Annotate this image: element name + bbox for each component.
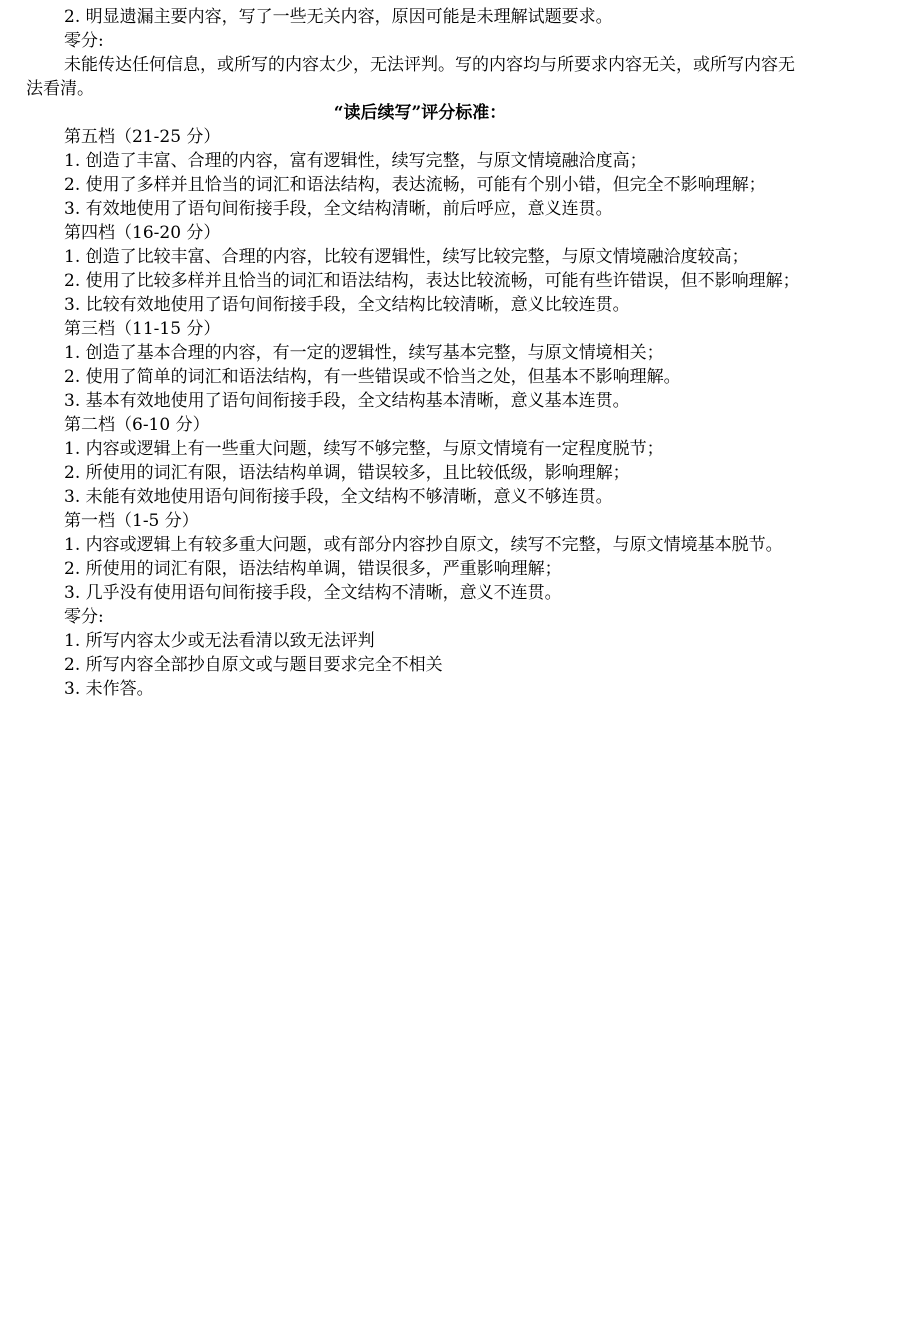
tier-item: 3. 未能有效地使用语句间衔接手段，全文结构不够清晰，意义不够连贯。 [64,487,613,507]
prev-zero-paragraph-line-1: 未能传达任何信息，或所写的内容太少，无法评判。写的内容均与所要求内容无关，或所写内容无 [64,55,795,75]
tier-item: 1. 创造了比较丰富、合理的内容，比较有逻辑性，续写比较完整，与原文情境融洽度较高； [64,247,749,267]
zero-item: 1. 所写内容太少或无法看清以致无法评判 [64,631,375,651]
tier-item: 2. 使用了比较多样并且恰当的词汇和语法结构，表达比较流畅，可能有些许错误，但不影响理解； [64,271,800,291]
tier-item: 3. 有效地使用了语句间衔接手段，全文结构清晰，前后呼应，意义连贯。 [64,199,613,219]
tier-item: 3. 基本有效地使用了语句间衔接手段，全文结构基本清晰，意义基本连贯。 [64,391,630,411]
tier-item: 2. 所使用的词汇有限，语法结构单调，错误很多，严重影响理解； [64,559,562,579]
tier-item: 1. 创造了基本合理的内容，有一定的逻辑性，续写基本完整，与原文情境相关； [64,343,664,363]
tier-item: 2. 所使用的词汇有限，语法结构单调，错误较多，且比较低级，影响理解； [64,463,630,483]
prev-zero-paragraph-line-2: 法看清。 [26,79,94,99]
tier-label: 第三档（11-15 分） [64,319,221,339]
zero-label: 零分: [64,607,104,627]
tier-label: 第五档（21-25 分） [64,127,221,147]
section-title: “读后续写”评分标准： [333,103,507,123]
tier-item: 1. 内容或逻辑上有一些重大问题，续写不够完整，与原文情境有一定程度脱节； [64,439,664,459]
tier-label: 第一档（1-5 分） [64,511,199,531]
tier-item: 2. 使用了简单的词汇和语法结构，有一些错误或不恰当之处，但基本不影响理解。 [64,367,681,387]
tier-item: 1. 创造了丰富、合理的内容，富有逻辑性，续写完整，与原文情境融洽度高； [64,151,647,171]
tier-item: 3. 比较有效地使用了语句间衔接手段，全文结构比较清晰，意义比较连贯。 [64,295,630,315]
tier-item: 2. 使用了多样并且恰当的词汇和语法结构，表达流畅，可能有个别小错，但完全不影响理解； [64,175,766,195]
prev-zero-label: 零分: [64,31,104,51]
tier-label: 第四档（16-20 分） [64,223,221,243]
tier-label: 第二档（6-10 分） [64,415,210,435]
tier-item: 3. 几乎没有使用语句间衔接手段，全文结构不清晰，意义不连贯。 [64,583,562,603]
prev-criteria-item-2: 2. 明显遗漏主要内容，写了一些无关内容，原因可能是未理解试题要求。 [64,7,613,27]
tier-item: 1. 内容或逻辑上有较多重大问题，或有部分内容抄自原文，续写不完整，与原文情境基本脱节。 [64,535,783,555]
zero-item: 3. 未作答。 [64,679,154,699]
zero-item: 2. 所写内容全部抄自原文或与题目要求完全不相关 [64,655,443,675]
